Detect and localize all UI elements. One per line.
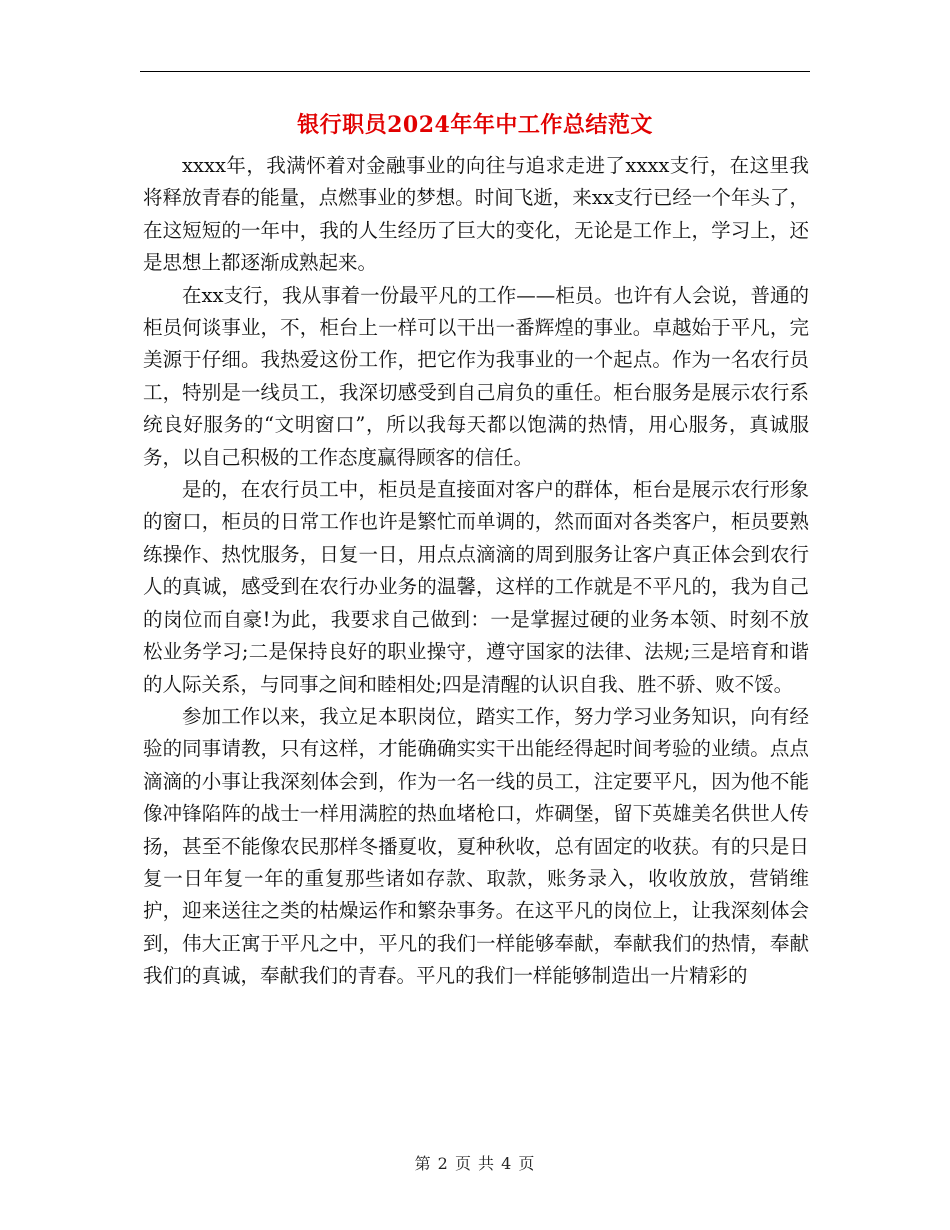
paragraph-1: xxxx年，我满怀着对金融事业的向往与追求走进了xxxx支行，在这里我将释放青春的能量，点燃事业的梦想。时间飞逝，来xx支行已经一个年头了，在这短短的一年中，我的人生经历了巨大的变化，无论是工作上，学习上，还是思想上都逐渐成熟起来。 [143,154,809,275]
paragraph-2: 在xx支行，我从事着一份最平凡的工作——柜员。也许有人会说，普通的柜员何谈事业，不，柜台上一样可以干出一番辉煌的事业。卓越始于平凡，完美源于仔细。我热爱这份工作，把它作为我事业的一个起点。作为一名农行员工，特别是一线员工，我深切感受到自己肩负的重任。柜台服务是展示农行系统良好服务的“文明窗口”，所以我每天都以饱满的热情，用心服务，真诚服务，以自己积极的工作态度赢得顾客的信任。 [143,283,809,469]
paragraph-3: 是的，在农行员工中，柜员是直接面对客户的群体，柜台是展示农行形象的窗口，柜员的日常工作也许是繁忙而单调的，然而面对各类客户，柜员要熟练操作、热忱服务，日复一日，用点点滴滴的周到服务让客户真正体会到农行人的真诚，感受到在农行办业务的温馨，这样的工作就是不平凡的，我为自己的岗位而自豪!为此，我要求自己做到：一是掌握过硬的业务本领、时刻不放松业务学习;二是保持良好的职业操守，遵守国家的法律、法规;三是培育和谐的人际关系，与同事之间和睦相处;四是清醒的认识自我、胜不骄、败不馁。 [143,478,809,696]
document-title: 银行职员2024年年中工作总结范文 [297,112,653,138]
paragraph-4: 参加工作以来，我立足本职岗位，踏实工作，努力学习业务知识，向有经验的同事请教，只有这样，才能确确实实干出能经得起时间考验的业绩。点点滴滴的小事让我深刻体会到，作为一名一线的员工，注定要平凡，因为他不能像冲锋陷阵的战士一样用满腔的热血堵枪口，炸碉堡，留下英雄美名供世人传扬，甚至不能像农民那样冬播夏收，夏种秋收，总有固定的收获。有的只是日复一日年复一年的重复那些诸如存款、取款，账务录入，收收放放，营销维护，迎来送往之类的枯燥运作和繁杂事务。在这平凡的岗位上，让我深刻体会到，伟大正寓于平凡之中，平凡的我们一样能够奉献，奉献我们的热情，奉献我们的真诚，奉献我们的青春。平凡的我们一样能够制造出一片精彩的 [143,704,809,988]
page-number: 第 2 页 共 4 页 [414,1154,536,1173]
document-body [143,150,809,993]
header-rule [140,71,810,72]
